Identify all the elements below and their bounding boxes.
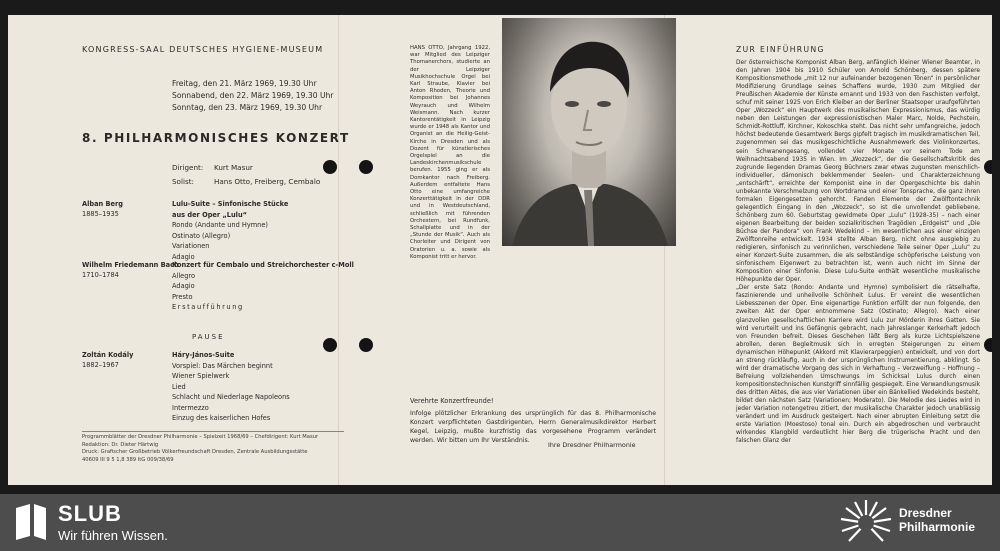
- soloist-credit: [172, 177, 320, 186]
- notice-title: Verehrte Konzertfreunde!: [410, 397, 494, 405]
- work-title: Lulu-Suite – Sinfonische Stücke: [172, 200, 289, 208]
- movement: Adagio: [172, 252, 195, 261]
- imprint-line: Druck: Grafischer Großbetrieb Völkerfreundschaft Dresden, Zentrale Ausbildungsstätte: [82, 449, 308, 456]
- notice-text: Infolge plötzlicher Erkrankung des ursprünglich für das 8. Philharmonische Konzert verpflichteten Gastdirigenten, Herrn Generalmusikdirektor Herbert Kegel, Leipzig, mußte kurzfristig das vorgesehene Programm verändert werden. Wir bitten um Ihr Verständnis.: [410, 410, 656, 444]
- introduction-paragraph: „Der erste Satz (Rondo: Andante und Hymne) symbolisiert die rätselhafte, faszinierende und unheilvolle Schönheit Lulus. Er vereint die wesentlichen Liebesszenen der Oper. Eine eigenartige Funktion erfüllt der nun folgende, den zweiten Akt der Oper entnommene Satz (Ostinato; Allegro). Nach einer glanzvollen gesellschaftlichen Karriere wird Lulu zur Mörderin ihres Gatten. Sie wird verurteilt und ins Gefängnis gebracht, nach Jahreslanger Kerkerhaft jedoch von Freunden befreit. Dieses Geschehen läßt Berg als kurze Lichtspielszene abrollen, deren Begleitmusik sich in erregten Steigerungen zu einem dynamischen Höhepunkt (Akkord mit Klavierarpeggien) entwickelt, und von dort an streng rückläufig, auch in der ursprünglichen Instrumentierung, abklingt. So wird der dramatische Vorgang des sich in Verhaftung – Verzweiflung – Hoffnung – Befreiung vollziehenden Umschwungs im Schicksal Lulus durch einen kompositionstechnischen Kunstgriff sinnfällig gespiegelt. Eine Verwandlungsmusik des dritten Aktes, die aus vier Variationen über ein Bänkellied Wedekinds besteht, bildet den nächsten Satz (Variationen; Moderato). Die Melodie des Liedes wird in jeder Variation notengetreu zitiert, der musikalische Charakter jedoch unablässig verändert und im Ausdruck gesteigert. Nach einer abrupten Einleitung setzt die erste Variation (Moestoso) tonal ein. Durch ein abgedroschen und verbraucht wirkendes Klangbild verdeutlicht hier Berg die trügerische Pracht und den falschen Glanz der: [736, 285, 980, 445]
- notice-signature: Ihre Dresdner Philharmonie: [548, 441, 636, 449]
- movement: Vorspiel: Das Märchen beginnt: [172, 361, 273, 370]
- portrait-illustration: [502, 18, 676, 246]
- punch-hole: [984, 160, 992, 174]
- work-block: [172, 350, 290, 424]
- program-sheet: [8, 15, 992, 485]
- orchestra-name-line: Philharmonie: [899, 520, 976, 534]
- work-block: [172, 260, 354, 313]
- work-block: [172, 199, 288, 262]
- introduction-paragraph: Der österreichische Komponist Alban Berg, anfänglich kleiner Wiener Beamter, in den Jahren 1904 bis 1910 Schüler von Arnold Schönberg, dessen spätere Kompositionsmethode „mit 12 nur aufeinander bezogenen Tönen“ in persönlicher Modifizierung Grundlage seines Schaffens wurde, 1930 zum Mitglied der Preußischen Akademie der Künste ernannt und 1933 von den Faschisten verfolgt, schuf mit seiner 1925 von Erich Kleiber an der Berliner Staatsoper uraufgeführten Oper „Wozzeck“ ein Hauptwerk des musikalischen Expressionismus, das würdig neben den Leistungen der expressionistischen Maler Marc, Nolde, Pechstein, Schmidt-Rottluff, Kirchner, Kokoschka steht. Das nicht sehr umfangreiche, jedoch höchst bedeutende Gesamtwerk Bergs gipfelt tragisch im musikdramatischen Teil, zugenommen sei das musikgeschichtliche Ausnahmewerk des Violinkonzertes, sein Schwanengesang, vollendet vier Monate vor seinem Tode am Weihnachtsabend 1935 in Wien. Im „Wozzeck“, der die Gesellschaftskritik des zugrunde liegenden Dramas Georg Büchners zwar etwas zugunsten menschlich-individueller, dämonisch beklemmender Seelen- und Charakterzeichnung „entschärft“, erreichte der Komponist eine in der Opergeschichte bis dahin unbekannte Verschmelzung von Wortdrama und einer Tonsprache, die ganz ihren formalen Eigengesetzen gehorcht. Fanden Elemente der Zwölftontechnik gelegentlich Eingang in den „Wozzeck“, so ist die unvollendet gebliebene, Schönberg zum 60. Geburtstag gewidmete Oper „Lulu“ (1928-35) – nach einer eigenen Bearbeitung der beiden sozialkritischen Tragödien „Erdgeist“ und „Die Büchse der Pandora“ von Frank Wedekind – im wesentlichen aus einer einzigen Zwölftonreihe entwickelt. 1934 stellte Alban Berg, nicht ohne ausgiebig zu redigieren, sinfonisch zu verinnlichen, verschiedene Teile seiner Oper „Lulu“ zu einer Konzert-Suite zusammen, die als selbständige schöpferische Leistung von sinfonischem Eigenwert zu betrachten ist, wenn auch nicht im Sinne der Komposition einer Sinfonie. Diese Lulu-Suite enthält wesentliche musikalische Höhepunkte der Oper.: [736, 60, 980, 284]
- composer-years: 1885–1935: [82, 210, 119, 218]
- movement: Rondo (Andante und Hymne): [172, 221, 268, 229]
- movement: Lied: [172, 382, 186, 391]
- punch-hole: [359, 338, 373, 352]
- orchestra-name[interactable]: [899, 506, 975, 534]
- composer-block: [82, 260, 179, 280]
- slub-book-icon[interactable]: [12, 502, 50, 542]
- slub-tagline: Wir führen Wissen.: [58, 528, 168, 543]
- movement: Schlacht und Niederlage Napoleons: [172, 393, 290, 401]
- slub-name[interactable]: SLUB: [58, 501, 122, 526]
- fold-line: [338, 15, 339, 485]
- movement: Variationen: [172, 242, 210, 250]
- movement: Wiener Spielwerk: [172, 372, 230, 380]
- soloist-label: Solist:: [172, 177, 194, 186]
- conductor-credit: [172, 163, 253, 172]
- work-title: aus der Oper „Lulu“: [172, 210, 247, 219]
- movement: Adagio: [172, 282, 195, 290]
- introduction-text: [736, 59, 980, 445]
- concert-title: 8. PHILHARMONISCHES KONZERT: [82, 131, 350, 145]
- branding-bar: [0, 494, 1000, 551]
- punch-hole: [323, 160, 337, 174]
- introduction-title: ZUR EINFÜHRUNG: [736, 45, 825, 54]
- movement: Einzug des kaiserlichen Hofes: [172, 414, 271, 422]
- soloist-biography: HANS OTTO, Jahrgang 1922, war Mitglied des Leipziger Thomanerchors, studierte an der Leipziger Musikhochschule Orgel bei Karl Straube, Klavier bei Anton Rhoden, Theorie und Komposition bei Johannes Weyrauch und Wilhelm Weismann. Nach kurzer Kantorentätigkeit in Leipzig wurde er 1948 als Kantor und Organist an die Heilig-Geist-Kirche in Dresden und als Dozent für künstlerisches Orgelspiel an die Landeskirchenmusikschule berufen. 1955 ging er als Domkantor nach Freiberg. Außerdem entfaltete Hans Otto eine umfangreiche Konzerttätigkeit in der DDR und in Westdeutschland, schließlich mit führenden Orchestern, bei Rundfunk, Schallplatte und in der „Stunde der Musik“. Auch als Chorleiter und Dirigent von Oratorien u. a. sowie als Komponist tritt er hervor.: [410, 45, 490, 260]
- orchestra-name-line: Dresdner: [899, 506, 952, 520]
- composer-years: 1882–1967: [82, 361, 119, 369]
- composer-name: Alban Berg: [82, 200, 123, 208]
- composer-block: [82, 199, 123, 219]
- composer-block: [82, 350, 133, 370]
- pause-label: PAUSE: [192, 333, 225, 341]
- orchestra-sunburst-icon[interactable]: [838, 497, 894, 547]
- movement: Allegro: [172, 271, 196, 280]
- venue: KONGRESS-SAAL DEUTSCHES HYGIENE-MUSEUM: [82, 45, 324, 54]
- punch-hole: [984, 338, 992, 352]
- date-line: Sonntag, den 23. März 1969, 19.30 Uhr: [172, 103, 323, 112]
- imprint-line: Redaktion: Dr. Dieter Härtwig: [82, 441, 159, 448]
- performance-dates: [172, 78, 333, 114]
- premiere-note: Erstaufführung: [172, 303, 244, 311]
- work-title: Konzert für Cembalo und Streichorchester c-Moll: [172, 261, 354, 269]
- date-line: Freitag, den 21. März 1969, 19.30 Uhr: [172, 79, 317, 88]
- soloist-name: Hans Otto, Freiberg, Cembalo: [214, 177, 321, 186]
- soloist-portrait-photo: [502, 18, 676, 246]
- movement: Intermezzo: [172, 403, 209, 412]
- footer-rule: [82, 431, 344, 432]
- conductor-label: Dirigent:: [172, 163, 204, 172]
- composer-years: 1710–1784: [82, 271, 119, 279]
- composer-name: Wilhelm Friedemann Bach: [82, 261, 179, 269]
- punch-hole: [323, 338, 337, 352]
- conductor-name: Kurt Masur: [214, 163, 253, 172]
- imprint-line: Programmblätter der Dresdner Philharmonie – Spielzeit 1968/69 – Chefdirigent: Kurt Masur: [82, 434, 319, 440]
- composer-name: Zoltán Kodály: [82, 351, 134, 359]
- movement: Presto: [172, 292, 193, 301]
- imprint-line: 40609 III 9 5 1,8 389 ItG 009/38/69: [82, 456, 174, 463]
- punch-hole: [359, 160, 373, 174]
- work-title: Háry-János-Suite: [172, 351, 235, 359]
- movement: Ostinato (Allegro): [172, 231, 231, 240]
- date-line: Sonnabend, den 22. März 1969, 19.30 Uhr: [172, 91, 334, 100]
- imprint-footer: [82, 434, 318, 464]
